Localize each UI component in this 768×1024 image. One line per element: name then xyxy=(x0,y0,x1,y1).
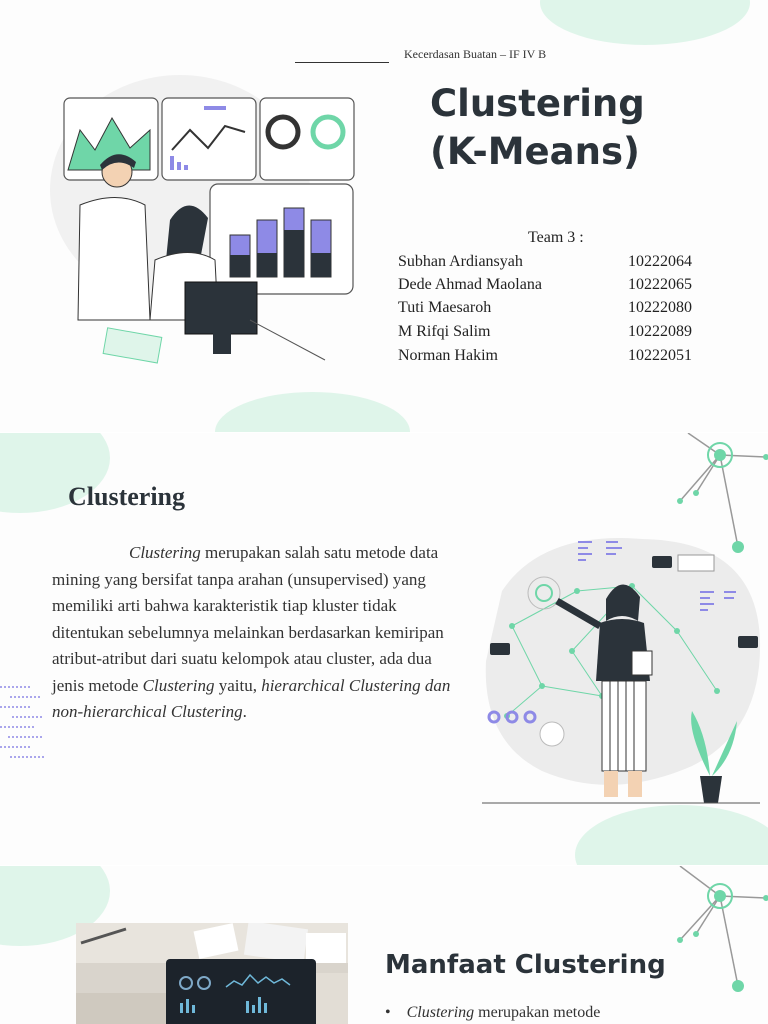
member-id: 10222064 xyxy=(628,253,692,270)
title-line-2: (K-Means) xyxy=(430,130,640,173)
member-id: 10222065 xyxy=(628,276,692,293)
decor-blob-top xyxy=(540,0,750,45)
team-label: Team 3 : xyxy=(528,229,584,246)
team-member xyxy=(398,276,698,294)
member-name: Subhan Ardiansyah xyxy=(398,253,523,270)
paragraph-text: yaitu, xyxy=(214,675,262,695)
data-presenter-illustration xyxy=(482,531,762,806)
member-id: 10222051 xyxy=(628,347,692,364)
header-rule xyxy=(295,62,389,63)
member-name: Norman Hakim xyxy=(398,347,498,364)
slide-title xyxy=(430,80,690,176)
member-id: 10222080 xyxy=(628,299,692,316)
benefit-list-item xyxy=(385,1004,600,1022)
paragraph-text: merupakan salah satu metode data mining yang bersifat tanpa arahan (unsupervised) yang memiliki arti bahwa karakteristik tiap kluster tidak ditentukan sebelumnya melainkan berdasarkan kemiripan atribut-atribut dari suatu kelompok atau cluster, ada dua jenis metode xyxy=(52,543,444,695)
term-hierarchical: hierarchical Clustering dan non-hierarchical Clustering xyxy=(52,675,451,721)
paragraph-text: . xyxy=(242,702,247,721)
laptop-dashboard-photo xyxy=(76,923,348,1024)
course-header: Kecerdasan Buatan – IF IV B xyxy=(404,47,547,61)
decor-blob-bottom-right xyxy=(575,805,768,865)
team-member xyxy=(398,299,698,317)
team-member xyxy=(398,253,698,271)
term-clustering: Clustering xyxy=(129,543,201,562)
decor-blob-bottom xyxy=(215,392,410,432)
member-name: M Rifqi Salim xyxy=(398,323,491,340)
bullet-marker: • xyxy=(385,1004,391,1021)
dotted-lines-decoration xyxy=(0,683,46,763)
member-name: Tuti Maesaroh xyxy=(398,299,492,316)
clustering-description xyxy=(52,540,452,726)
team-member xyxy=(398,323,698,341)
member-id: 10222089 xyxy=(628,323,692,340)
term-clustering: Clustering xyxy=(406,1004,475,1021)
slide-clustering xyxy=(0,433,768,865)
title-line-1: Clustering xyxy=(430,82,645,125)
team-member xyxy=(398,347,698,365)
bullet-text: merupakan metode xyxy=(474,1004,601,1021)
slide-manfaat xyxy=(0,866,768,1024)
network-node-decoration xyxy=(660,866,768,996)
slide-title xyxy=(0,0,768,432)
section-heading: Manfaat Clustering xyxy=(385,950,666,980)
member-name: Dede Ahmad Maolana xyxy=(398,276,542,293)
section-heading: Clustering xyxy=(68,482,185,511)
term-clustering: Clustering xyxy=(142,675,215,695)
data-analysts-illustration xyxy=(50,70,360,365)
